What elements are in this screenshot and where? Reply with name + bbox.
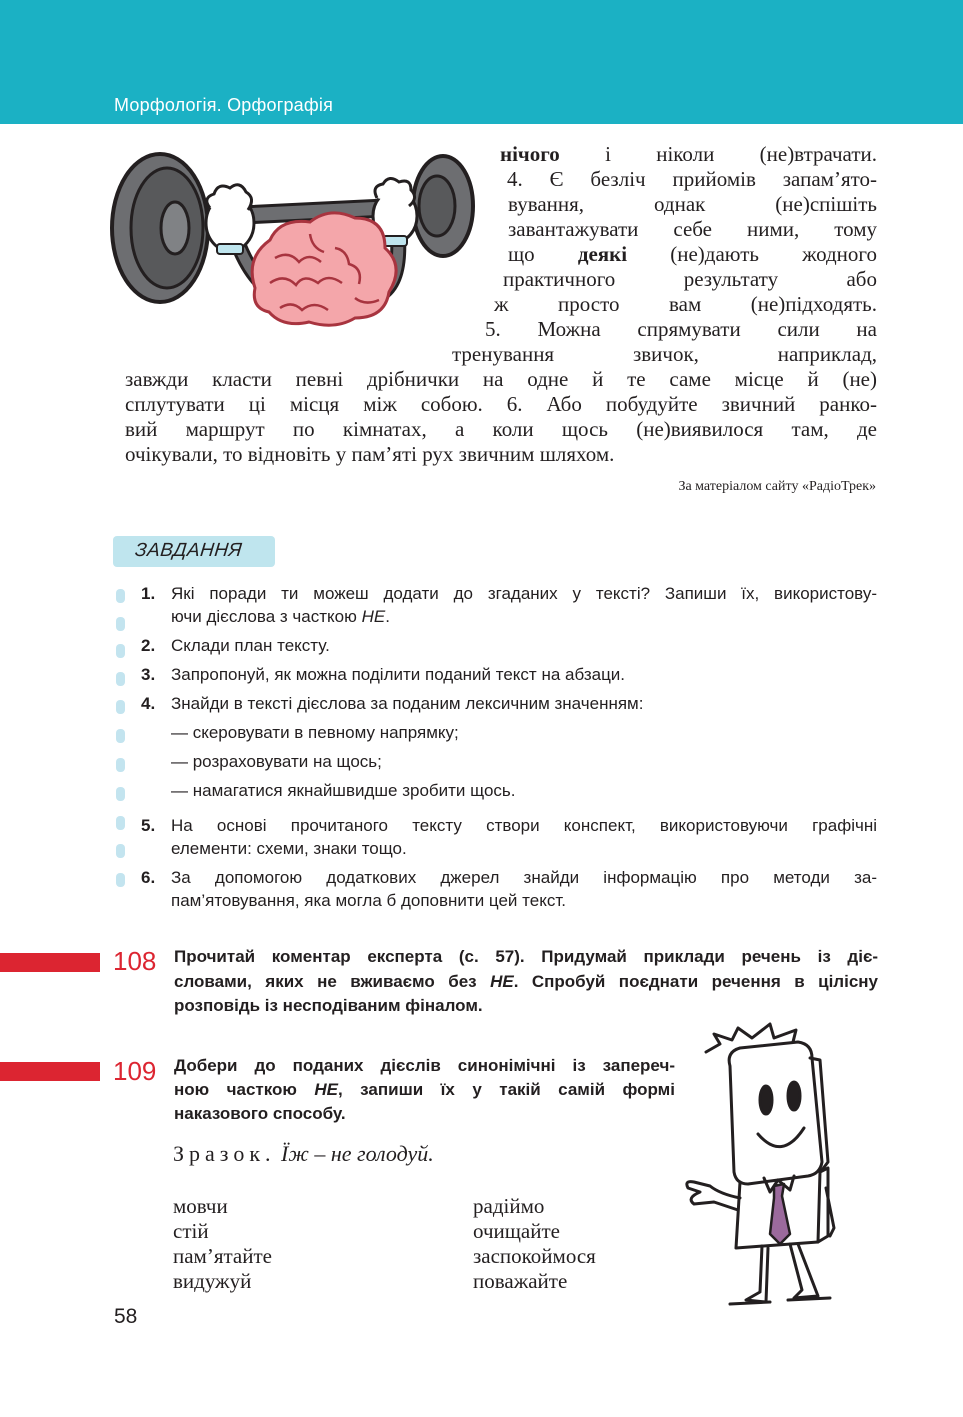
task-text: Знайди в тексті дієслова за поданим лексичним значенням: <box>171 694 644 713</box>
bullet-dot <box>116 617 125 631</box>
task-text: елементи: схеми, знаки тощо. <box>171 839 407 858</box>
task-text: Склади план тексту. <box>171 636 330 655</box>
text-line: завантажувати себе ними, тому <box>508 217 877 241</box>
bullet-dot <box>116 873 125 887</box>
task-number: 5. <box>141 816 156 835</box>
text-line: що деякі (не)дають жодного <box>508 242 877 266</box>
text-line: вування, однак (не)спішіть <box>508 192 877 216</box>
text-line: ж просто вам (не)підходять. <box>494 292 877 316</box>
task-text: На основі прочитаного тексту створи конспект, використовуючи графічні <box>171 816 877 835</box>
section-title: Морфологія. Орфографія <box>114 95 334 115</box>
exercise-text: словами, яких не вживаємо без НЕ. Спробуй поєднати речення в цілісну <box>174 972 878 991</box>
task-number: 3. <box>141 665 156 684</box>
task-text: Які поради ти можеш додати до згаданих у тексті? Запиши їх, використову- <box>171 584 877 603</box>
cartoon-man-illustration <box>670 1022 870 1307</box>
tasks-heading <box>113 536 275 567</box>
bullet-dot <box>116 787 125 801</box>
bullet-dot <box>116 644 125 658</box>
bullet-dot <box>116 844 125 858</box>
bullet-dot <box>116 589 125 603</box>
text-line: 4. Є безліч прийомів запам’ято- <box>507 167 877 191</box>
verb-word: видужуй <box>173 1269 252 1293</box>
bullet-dot <box>116 758 125 772</box>
exercise-text: Добери до поданих дієслів синонімічні із запереч- <box>174 1056 675 1075</box>
task-text: Запропонуй, як можна поділити поданий текст на абзаци. <box>171 665 626 684</box>
exercise-number: 109 <box>113 1056 157 1086</box>
text-line: тренування звичок, наприклад, <box>452 342 877 366</box>
text-line: 5. Можна спрямувати сили на <box>485 317 877 341</box>
exercise-text: наказового способу. <box>174 1104 346 1123</box>
verb-word: поважайте <box>473 1269 568 1293</box>
bullet-dot <box>116 729 125 743</box>
page-number: 58 <box>114 1305 138 1328</box>
text-line: нічого і ніколи (не)втрачати. <box>500 142 877 166</box>
exercise-text: Прочитай коментар експерта (с. 57). Придумай приклади речень із діє- <box>174 947 878 966</box>
task-text: ючи дієслова з часткою НЕ. <box>171 607 390 626</box>
task-text: — намагатися якнайшвидше зробити щось. <box>171 781 516 800</box>
brain-barbell-illustration <box>105 148 475 358</box>
exercise-marker-bar <box>0 1062 100 1081</box>
exercise-marker-bar <box>0 953 100 972</box>
exercise-number: 108 <box>113 946 157 976</box>
task-number: 2. <box>141 636 156 655</box>
text-line: завжди класти певні дрібнички на одне й те саме місце й (не) <box>125 367 877 391</box>
exercise-text: розповідь із несподіваним фіналом. <box>174 996 483 1015</box>
verb-word: мовчи <box>173 1194 228 1218</box>
text-line: сплутувати ці місця між собою. 6. Або побудуйте звичний ранко- <box>125 392 877 416</box>
sample-example <box>173 1141 434 1167</box>
tasks-heading-label: ЗАВДАННЯ <box>133 540 244 561</box>
verb-word: пам’ятайте <box>173 1244 272 1268</box>
verb-word: заспокоймося <box>473 1244 596 1268</box>
task-text: пам’ятовування, яка могла б доповнити цей текст. <box>171 891 566 910</box>
verb-word: стій <box>173 1219 209 1243</box>
exercise-text: ною часткою НЕ, запиши їх у такій самій формі <box>174 1080 675 1099</box>
verb-word: радіймо <box>473 1194 545 1218</box>
task-text: — скеровувати в певному напрямку; <box>171 723 459 742</box>
sample-label: Зразок. <box>173 1141 276 1166</box>
bullet-dot <box>116 672 125 686</box>
source-note: За матеріалом сайту «РадіоТрек» <box>678 479 876 494</box>
bullet-dot <box>116 816 125 830</box>
task-text: За допомогою додаткових джерел знайди інформацію про методи за- <box>171 868 877 887</box>
task-number: 4. <box>141 694 156 713</box>
verb-word: очищайте <box>473 1219 560 1243</box>
sample-text: Їж – не голодуй. <box>281 1141 434 1166</box>
task-number: 1. <box>141 584 156 603</box>
text-line: вий маршрут по кімнатах, а коли щось (не)виявилося там, де <box>125 417 877 441</box>
task-text: — розраховувати на щось; <box>171 752 382 771</box>
bullet-dot <box>116 700 125 714</box>
task-number: 6. <box>141 868 156 887</box>
text-line: очікували, то відновіть у пам’яті рух звичним шляхом. <box>125 442 615 466</box>
text-line: практичного результату або <box>503 267 877 291</box>
